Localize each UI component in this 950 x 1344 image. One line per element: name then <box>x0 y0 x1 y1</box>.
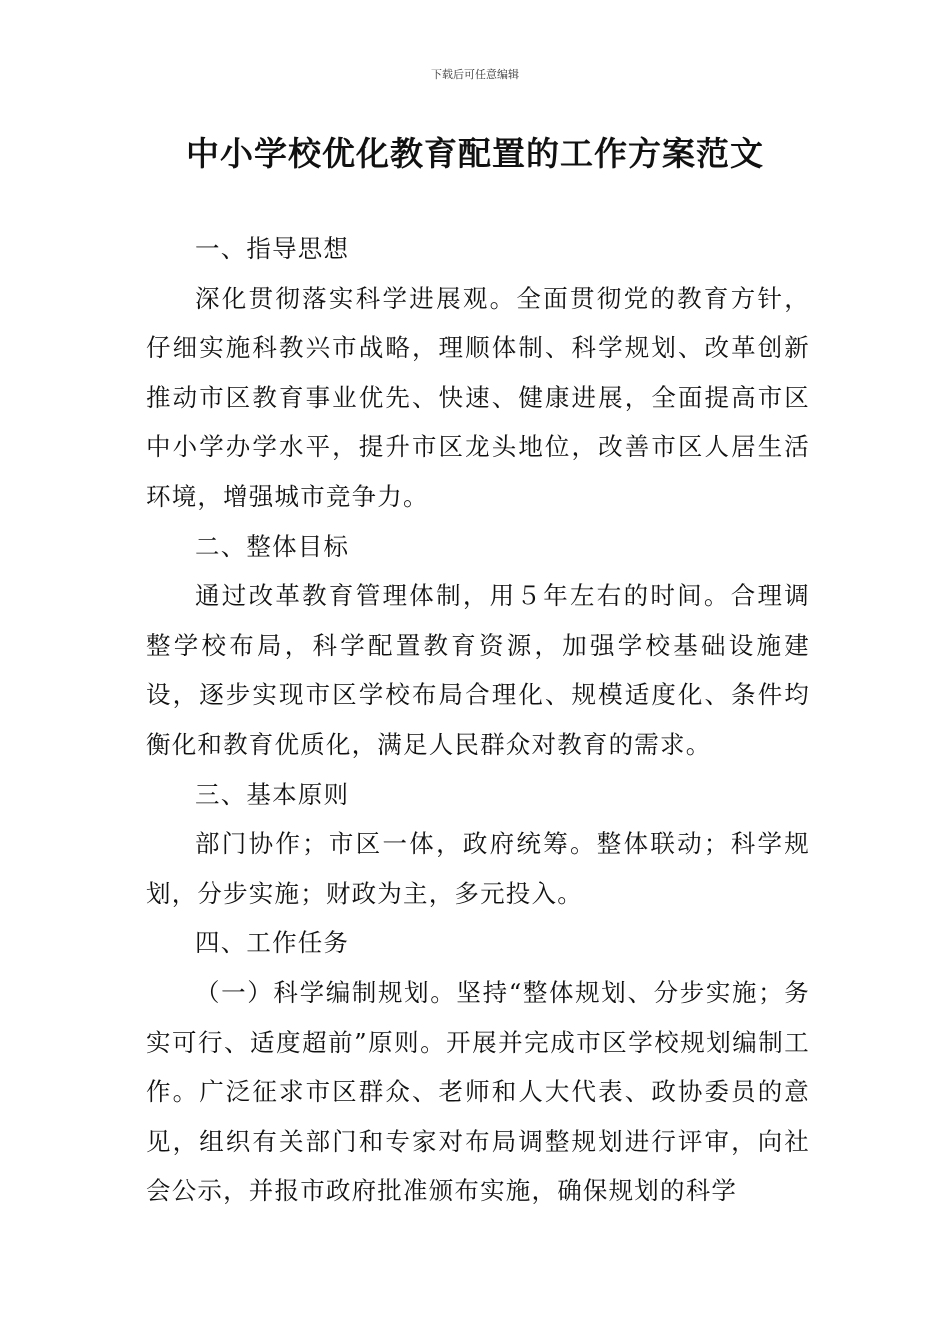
heading-basic-principles: 三、基本原则 <box>195 779 350 809</box>
heading-work-tasks: 四、工作任务 <box>195 928 350 958</box>
paragraph-overall-goal: 通过改革教育管理体制，用５年左右的时间。合理调整学校布局，科学配置教育资源，加强学校基础设施建设，逐步实现市区学校布局合理化、规模适度化、条件均衡化和教育优质化，满足人民群众对教育的需求。 <box>146 581 810 759</box>
heading-overall-goal: 二、整体目标 <box>195 531 350 561</box>
paragraph-guiding-ideology: 深化贯彻落实科学进展观。全面贯彻党的教育方针，仔细实施科教兴市战略，理顺体制、科学规划、改革创新推动市区教育事业优先、快速、健康进展，全面提高市区中小学办学水平，提升市区龙头地位，改善市区人居生活环境，增强城市竞争力。 <box>146 283 810 511</box>
paragraph-basic-principles: 部门协作；市区一体，政府统筹。整体联动；科学规划，分步实施；财政为主，多元投入。 <box>146 829 810 908</box>
header-note: 下载后可任意编辑 <box>431 68 519 81</box>
document-body <box>146 224 810 1216</box>
paragraph-work-task-1: （一）科学编制规划。坚持“整体规划、分步实施；务实可行、适度超前”原则。开展并完成市区学校规划编制工作。广泛征求市区群众、老师和人大代表、政协委员的意见，组织有关部门和专家对布局调整规划进行评审，向社会公示，并报市政府批准颁布实施，确保规划的科学 <box>146 977 810 1206</box>
heading-guiding-ideology: 一、指导思想 <box>195 234 350 263</box>
document-title: 中小学校优化教育配置的工作方案范文 <box>186 134 764 173</box>
